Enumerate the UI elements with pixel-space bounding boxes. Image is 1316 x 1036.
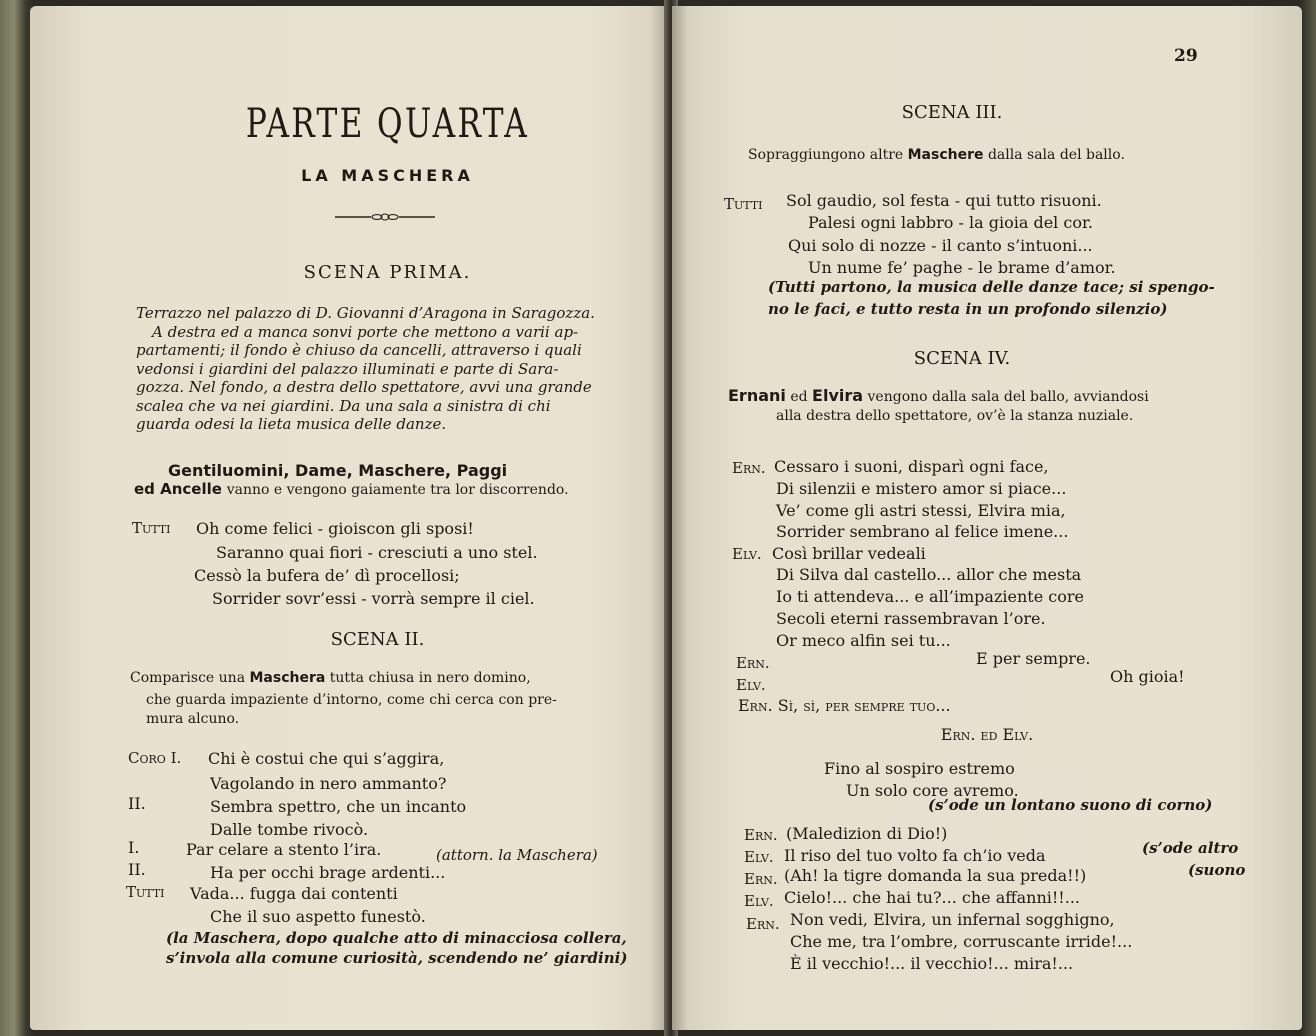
scena-ii-heading: SCENA II. [330,629,425,650]
verse-line: Che il suo aspetto funestò. [210,907,426,926]
verse-line: Or meco alfin sei tu... [776,631,951,650]
description-bold: Maschere [907,147,984,163]
description-text: Sopraggiungono altre [748,147,904,163]
speaker-line: Ern. Sì, sì, per sempre tuo... [738,696,951,715]
verse-line: Fino al sospiro estremo [824,759,1015,778]
description-text: dalla sala del ballo. [987,147,1125,163]
verse-line: È il vecchio!... il vecchio!... mira!... [790,954,1074,973]
verse-line: Cielo!... che hai tu?... che affanni!!... [784,888,1080,907]
speaker-label: Tutti [126,883,165,901]
stage-direction-rest: vanno e vengono gaiamente tra lor discorrendo. [226,482,569,498]
page-number: 29 [1174,46,1198,66]
scena-prima-description [136,304,656,434]
speaker-label: Ern. [744,826,778,844]
speaker-label: Ern. [744,870,778,888]
verse-line: Chi è costui che qui s’aggira, [208,749,445,768]
part-subtitle: LA MASCHERA [301,166,474,185]
stage-direction: no le faci, e tutto resta in un profondo silenzio) [768,300,1168,318]
verse-line: Oh come felici - gioiscon gli sposi! [196,519,474,538]
duet-heading: Ern. ed Elv. [940,725,1034,744]
speaker-label: II. [128,794,146,813]
verse-line: Sorrider sembrano al felice imene... [776,522,1069,541]
speaker-tutti: Tutti [724,195,763,213]
description-line: gozza. Nel fondo, a destra dello spettatore, avvi una grande [136,378,592,396]
scena-ii-description-line [130,671,531,685]
aside-direction: (suono [1188,861,1246,879]
speaker-label: Elv. [732,545,762,563]
description-line: guarda odesi la lieta musica delle danze. [136,415,447,433]
verse-line: (Ah! la tigre domanda la sua preda!!) [784,866,1087,885]
character-elvira: Elvira [812,386,864,405]
ornament-divider [335,212,435,222]
verse-line: (Maledizion di Dio!) [786,824,948,843]
description-line: A destra ed a manca sonvi porte che mettono a varii ap- [152,322,579,341]
scena-prima-heading: SCENA PRIMA. [303,262,472,283]
verse-line: Qui solo di nozze - il canto s’intuoni... [788,236,1093,255]
verse-line: Il riso del tuo volto fa ch’io veda [784,846,1046,865]
verse-line: Cessò la bufera de’ dì procellosi; [194,566,460,585]
scena-ii-description-line: mura alcuno. [146,711,240,727]
final-stage-direction: s’invola alla comune curiosità, scendendo ne’ giardini) [166,949,628,967]
verse-line: Io ti attendeva... e all’impaziente core [776,587,1084,606]
description-text: vengono dalla sala del ballo, avviandosi [867,389,1149,405]
stage-direction: (Tutti partono, la musica delle danze tace; si spengo- [768,278,1215,296]
character-ernani: Ernani [728,386,786,405]
verse-line: Non vedi, Elvira, un infernal sogghigno, [790,910,1115,929]
verse-line: Ha per occhi brage ardenti... [210,863,446,882]
speaker-label: II. [128,860,146,879]
verse-line: Ve’ come gli astri stessi, Elvira mia, [776,501,1066,520]
description-text: tutta chiusa in nero domino, [329,670,531,686]
verse-line: Di silenzii e mistero amor si piace... [776,479,1067,498]
verse-line: Dalle tombe rivocò. [210,820,369,839]
description-bold: Maschera [249,670,326,686]
description-text: Comparisce una [130,670,246,686]
final-stage-direction: (la Maschera, dopo qualche atto di minacciosa collera, [166,929,627,947]
scena-iv-description-line: alla destra dello spettatore, ov’è la stanza nuziale. [776,408,1134,424]
verse-line: Un nume fe’ paghe - le brame d’amor. [808,258,1116,277]
description-line: Terrazzo nel palazzo di D. Giovanni d’Aragona in Saragozza. [136,304,595,322]
verse-line: Così brillar vedeali [772,544,926,563]
aside-direction: (attorn. la Maschera) [436,846,598,864]
verse-line: Sorrider sovr’essi - vorrà sempre il ciel. [212,589,535,608]
verse-line: Che me, tra l’ombre, corruscante irride!... [790,932,1133,951]
scena-ii-description-line: che guarda impaziente d’intorno, come chi cerca con pre- [146,692,557,708]
scena-iii-description [748,148,1125,162]
verse-line: Vagolando in nero ammanto? [210,774,447,793]
aside-direction: (s’ode un lontano suono di corno) [928,796,1213,814]
description-text: ed [790,389,808,405]
stage-direction-bold: ed Ancelle [134,480,222,498]
scena-iv-description [728,388,1149,404]
verse-line: Secoli eterni rassembravan l’ore. [776,609,1046,628]
speaker-tutti: Tutti [132,519,171,537]
verse-line: Cessaro i suoni, disparì ogni face, [774,457,1049,476]
speaker-label: Elv. [744,892,774,910]
description-line: vedonsi i giardini del palazzo illuminati e parte di Sara- [136,359,559,378]
scena-iv-heading: SCENA IV. [913,348,1011,369]
left-page [30,6,670,1030]
stage-direction-line [134,482,569,497]
verse-line: Vada... fugga dai contenti [190,884,398,903]
speaker-label: Ern. [732,459,766,477]
speaker-label: Ern. [746,915,780,933]
verse-line: Di Silva dal castello... allor che mesta [776,565,1082,584]
verse-line: Oh gioia! [1110,667,1185,686]
description-line: partamenti; il fondo è chiuso da cancelli, attraverso i quali [136,341,582,359]
verse-line: E per sempre. [976,649,1091,668]
part-title: PARTE QUARTA [245,101,530,147]
verse-line: Par celare a stento l’ira. [186,840,382,859]
speaker-label: Elv. [736,676,766,694]
verse-line: Sol gaudio, sol festa - qui tutto risuoni. [786,191,1102,210]
speaker-label: Coro I. [128,749,182,767]
aside-direction: (s’ode altro [1142,839,1239,857]
description-line: scalea che va nei giardini. Da una sala a sinistra di chi [136,396,551,415]
verse-line: Sembra spettro, che un incanto [210,797,467,816]
verse-line: Saranno quai fiori - cresciuti a uno stel. [216,543,538,562]
right-page [672,6,1302,1030]
verse-line: Palesi ogni labbro - la gioia del cor. [808,213,1093,232]
speaker-label: I. [128,838,140,857]
speaker-label: Ern. [736,654,770,672]
speaker-label: Elv. [744,848,774,866]
verse-line: Un solo core avremo. [846,781,1019,800]
stage-direction-characters: Gentiluomini, Dame, Maschere, Paggi [168,461,508,480]
scena-iii-heading: SCENA III. [901,102,1003,123]
